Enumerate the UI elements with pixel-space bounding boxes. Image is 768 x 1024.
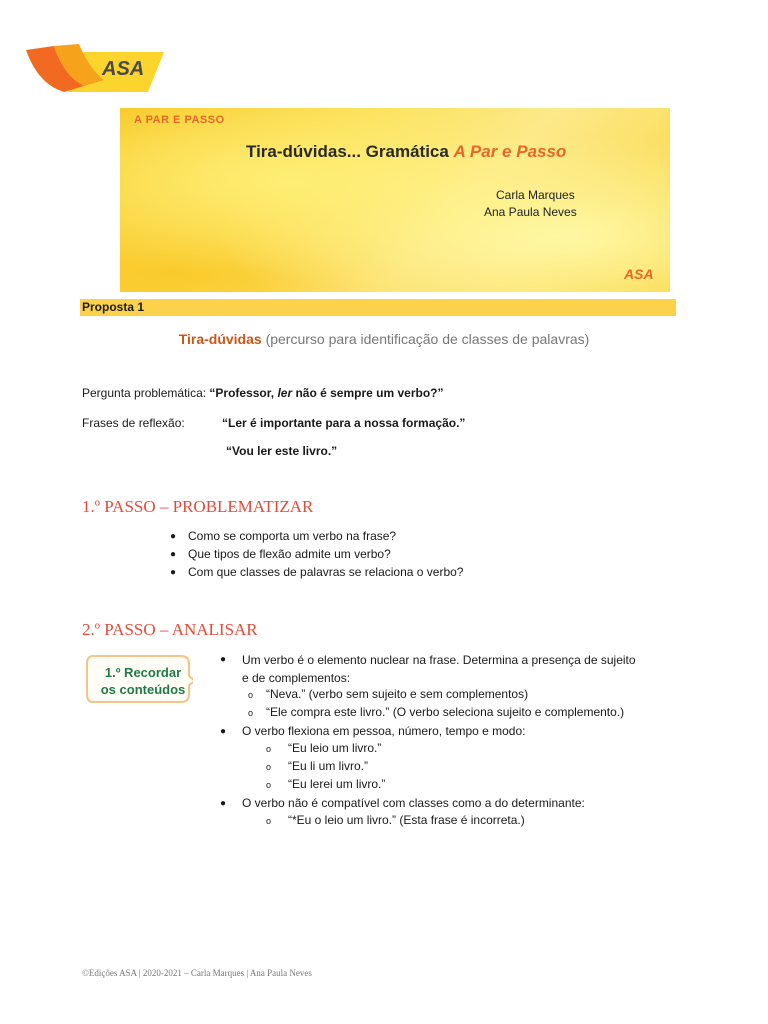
sub-bullet-icon: o [266,762,272,772]
sub-list-item: “Ele compra este livro.” (O verbo seleciona sujeito e complemento.) [266,705,625,719]
callout-line-2: os conteúdos [100,682,186,697]
cover-banner [120,108,670,292]
question-pre: “Professor, [209,386,278,400]
bullet-icon: ● [170,567,177,578]
list-item: Como se comporta um verbo na frase? [188,529,397,543]
reflection-sentence-1: “Ler é importante para a nossa formação.” [222,416,466,430]
question-label: Pergunta problemática: [82,386,210,400]
callout-line-1: 1.º Recordar [104,665,182,680]
list-item: O verbo não é compatível com classes como a do determinante: [242,796,585,810]
proposta-bar [80,299,676,316]
subtitle-rest: (percurso para identificação de classes de palavras) [261,331,590,347]
callout-text [88,664,198,698]
step-1-heading: 1.º PASSO – PROBLEMATIZAR [82,497,314,516]
list-item: O verbo flexiona em pessoa, número, tempo e modo: [242,724,526,738]
list-item: Um verbo é o elemento nuclear na frase. Determina a presença de sujeito [242,653,636,667]
list-item: Com que classes de palavras se relaciona o verbo? [188,565,464,579]
bullet-icon: ● [220,654,227,665]
question-post: não é sempre um verbo?” [292,386,444,400]
section-subtitle [0,331,768,347]
banner-kicker: A PAR E PASSO [134,114,225,126]
bullet-icon: ● [170,531,177,542]
problem-question [82,386,444,400]
sub-list-item: “Eu lerei um livro.” [288,777,386,791]
sub-list-item: “Neva.” (verbo sem sujeito e sem complementos) [266,687,529,701]
question-em: ler [277,386,293,400]
list-item: Que tipos de flexão admite um verbo? [188,547,391,561]
bullet-icon: ● [220,798,227,809]
subtitle-accent: Tira-dúvidas [178,331,262,347]
page-footer: ©Edições ASA | 2020-2021 – Carla Marques | Ana Paula Neves [82,968,312,978]
proposta-label: Proposta 1 [82,300,145,314]
bullet-icon: ● [170,549,177,560]
step-2-heading: 2.º PASSO – ANALISAR [82,620,258,639]
bullet-icon: ● [220,726,227,737]
logo-text: ASA [102,58,145,80]
sub-bullet-icon: o [266,780,272,790]
banner-author-2: Ana Paula Neves [484,205,577,219]
banner-author-1: Carla Marques [496,188,575,202]
banner-publisher-mark: ASA [624,266,654,282]
sub-list-item: “Eu li um livro.” [288,759,369,773]
reflection-label: Frases de reflexão: [82,416,185,430]
sub-bullet-icon: o [266,816,272,826]
asa-logo [24,40,164,95]
banner-title-accent: A Par e Passo [453,142,567,161]
sub-bullet-icon: o [266,744,272,754]
sub-list-item: “Eu leio um livro.” [288,741,382,755]
list-item-continuation: e de complementos: [242,671,351,685]
sub-bullet-icon: o [248,690,254,700]
reflection-sentence-2: “Vou ler este livro.” [226,444,338,458]
sub-bullet-icon: o [248,708,254,718]
sub-list-item: “*Eu o leio um livro.” (Esta frase é incorreta.) [288,813,525,827]
banner-title [246,142,566,162]
banner-title-main: Tira-dúvidas... Gramática [246,142,454,161]
